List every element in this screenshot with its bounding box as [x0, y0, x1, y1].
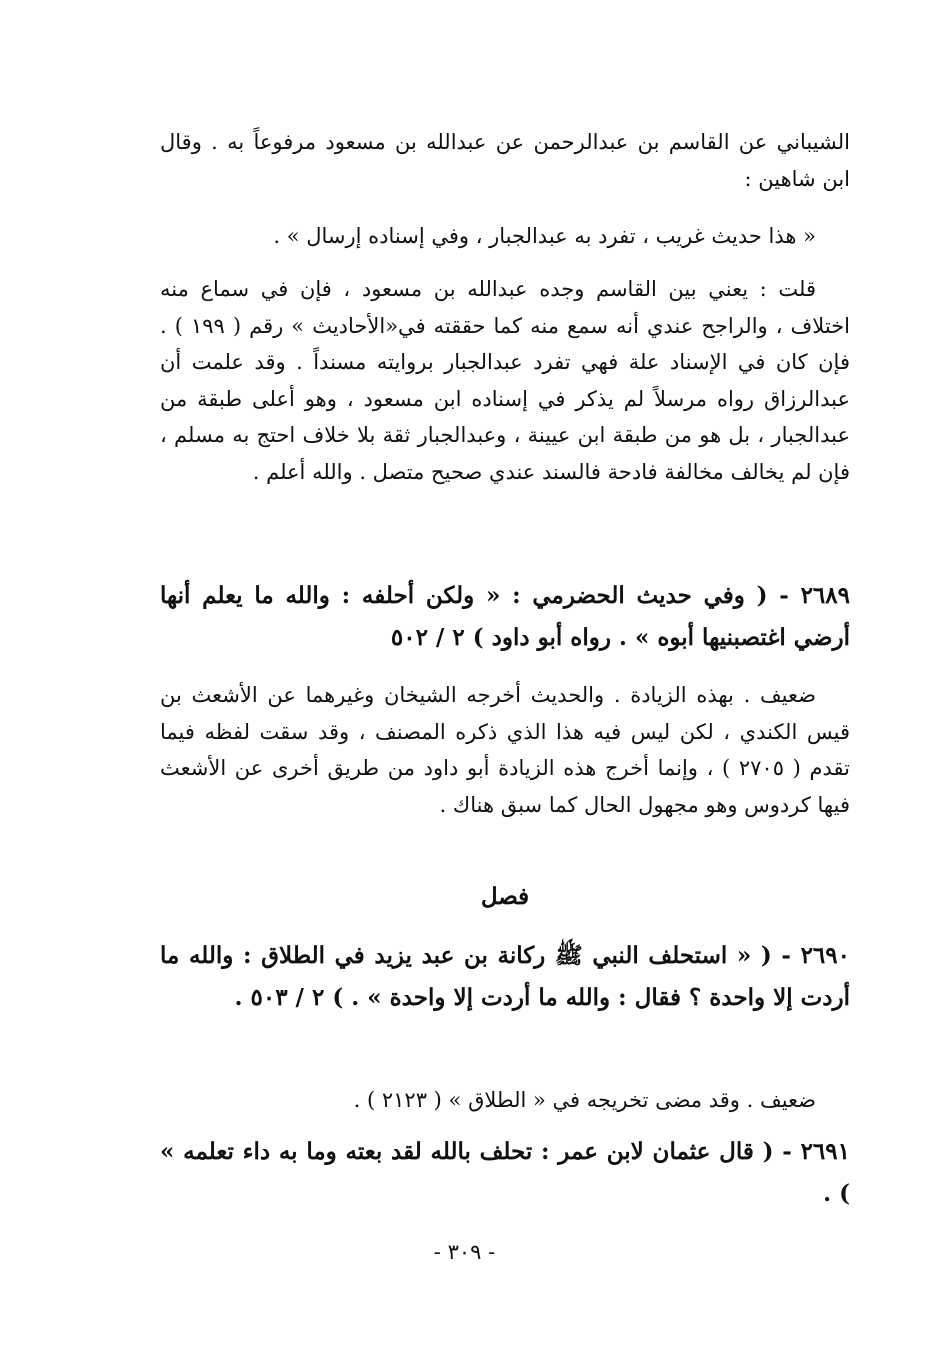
commentary-paragraph: قلت : يعني بين القاسم وجده عبدالله بن مسعود ، فإن في سماع منه اختلاف ، والراجح عندي أنه سمع منه كما حققته في«الأحاديث » رقم ( ١٩٩ ) . فإن كان في الإسناد علة فهي تفرد عبدالجبار بروايته مسنداً . وقد علمت أن عبدالرزاق رواه مرسلاً لم يذكر في إسناده ابن مسعود ، وهو أعلى طبقة من عبدالجبار ، بل هو من طبقة ابن عيينة ، وعبدالجبار ثقة بلا خلاف احتج به مسلم ، فإن لم يخالف مخالفة فادحة فالسند عندي صحيح متصل . والله أعلم . — [160, 277, 850, 484]
hadith-2690-heading: ٢٦٩٠ - ( « استحلف النبي ﷺ ركانة بن عبد يزيد في الطلاق : والله ما أردت إلا واحدة ؟ فقال : والله ما أردت إلا واحدة » . ) ٢ / ٥٠٣ . — [160, 942, 850, 1011]
paragraph-continuation-text: الشيباني عن القاسم بن عبدالرحمن عن عبدالله بن مسعود مرفوعاً به . وقال ابن شاهين : — [160, 130, 850, 191]
hadith-2690-grading-paragraph: ضعيف . وقد مضى تخريجه في « الطلاق » ( ٢١٢٣ ) . — [353, 1088, 816, 1112]
hadith-2689-grading-paragraph: ضعيف . بهذه الزيادة . والحديث أخرجه الشيخان وغيرهما عن الأشعث بن قيس الكندي ، لكن ليس فيه هذا الذي ذكره المصنف ، وقد سقت لفظه فيما تقدم ( ٢٧٠٥ ) ، وإنما أخرج هذه الزيادة أبو داود من طريق أخرى عن الأشعث فيها كردوس وهو مجهول الحال كما سبق هناك . — [160, 683, 850, 817]
hadith-2691-heading: ٢٦٩١ - ( قال عثمان لابن عمر : تحلف بالله لقد بعته وما به داء تعلمه » ) . — [160, 1138, 850, 1207]
hadith-2689-heading: ٢٦٨٩ - ( وفي حديث الحضرمي : « ولكن أحلفه : والله ما يعلم أنها أرضي اغتصبنيها أبوه » . رواه أبو داود ) ٢ / ٥٠٢ — [160, 582, 850, 651]
section-heading-fasl: فصل — [480, 883, 530, 910]
page-number: - ٣٠٩ - — [433, 1240, 496, 1264]
quoted-statement-ibn-shahin: « هذا حديث غريب ، تفرد به عبدالجبار ، وفي إسناده إرسال » . — [273, 224, 816, 248]
